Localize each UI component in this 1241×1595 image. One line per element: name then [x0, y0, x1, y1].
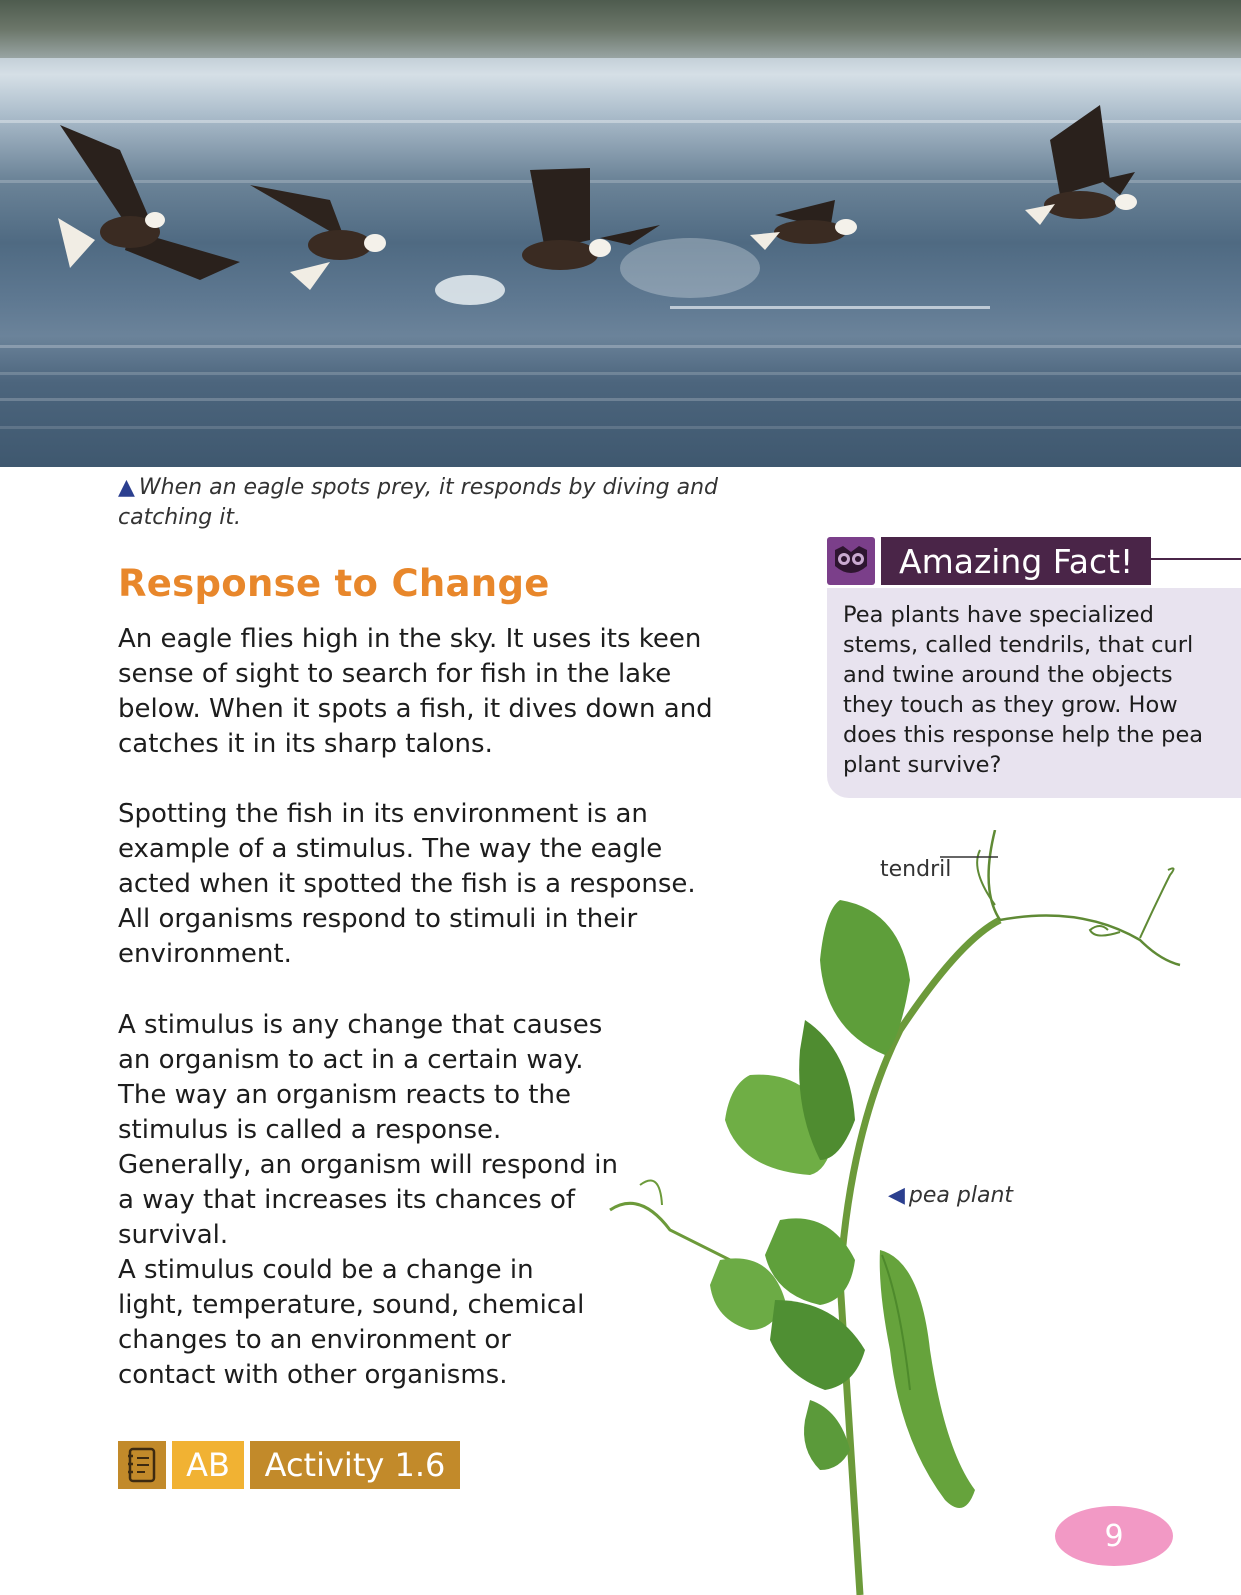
eagle-2 [250, 185, 386, 290]
body-paragraph-3: A stimulus is any change that causes an organism to act in a certain way. The way an organism reacts to the stimulus is called a response. Generally, an organism will respond in a way that increases its chances of survival. [118, 1010, 618, 1250]
label-pointer-icon: ◀ [888, 1183, 905, 1208]
hero-photo-eagles [0, 0, 1241, 467]
section-title: Response to Change [118, 562, 550, 605]
tendril-label: tendril [880, 857, 952, 882]
activity-book-code: AB [172, 1441, 244, 1489]
body-paragraph-1: An eagle flies high in the sky. It uses its keen sense of sight to search for fish in the lake below. When it spots a fish, it dives down and catches it in its sharp talons. [118, 624, 713, 759]
fact-divider-line [1146, 558, 1241, 560]
eagle-4 [750, 200, 857, 250]
eagle-1 [58, 125, 240, 280]
activity-label: Activity 1.6 [250, 1441, 460, 1489]
pea-plant-label: ◀ pea plant [888, 1183, 1014, 1208]
caption-pointer-icon: ▲ [118, 475, 135, 500]
photo-caption: ▲ When an eagle spots prey, it responds by diving and catching it. [118, 475, 718, 530]
eagle-sequence-illustration [0, 0, 1241, 467]
amazing-fact-header [827, 536, 1153, 586]
owl-icon [827, 537, 875, 585]
amazing-fact-title: Amazing Fact! [879, 535, 1153, 587]
activity-reference[interactable] [118, 1441, 460, 1489]
page-number-badge: 9 [1055, 1506, 1173, 1566]
pea-plant-illustration [600, 830, 1200, 1595]
amazing-fact-text: Pea plants have specialized stems, called tendrils, that curl and twine around the objects they touch as they grow. How does this response help the pea plant survive? [827, 588, 1241, 798]
notebook-icon [118, 1441, 166, 1489]
body-paragraph-4: A stimulus could be a change in light, temperature, sound, chemical changes to an environment or contact with other organisms. [118, 1255, 585, 1390]
eagle-5 [1025, 105, 1137, 225]
body-paragraph-2: Spotting the fish in its environment is an example of a stimulus. The way the eagle acted when it spotted the fish is a response. All organisms respond to stimuli in their environment. [118, 799, 696, 969]
